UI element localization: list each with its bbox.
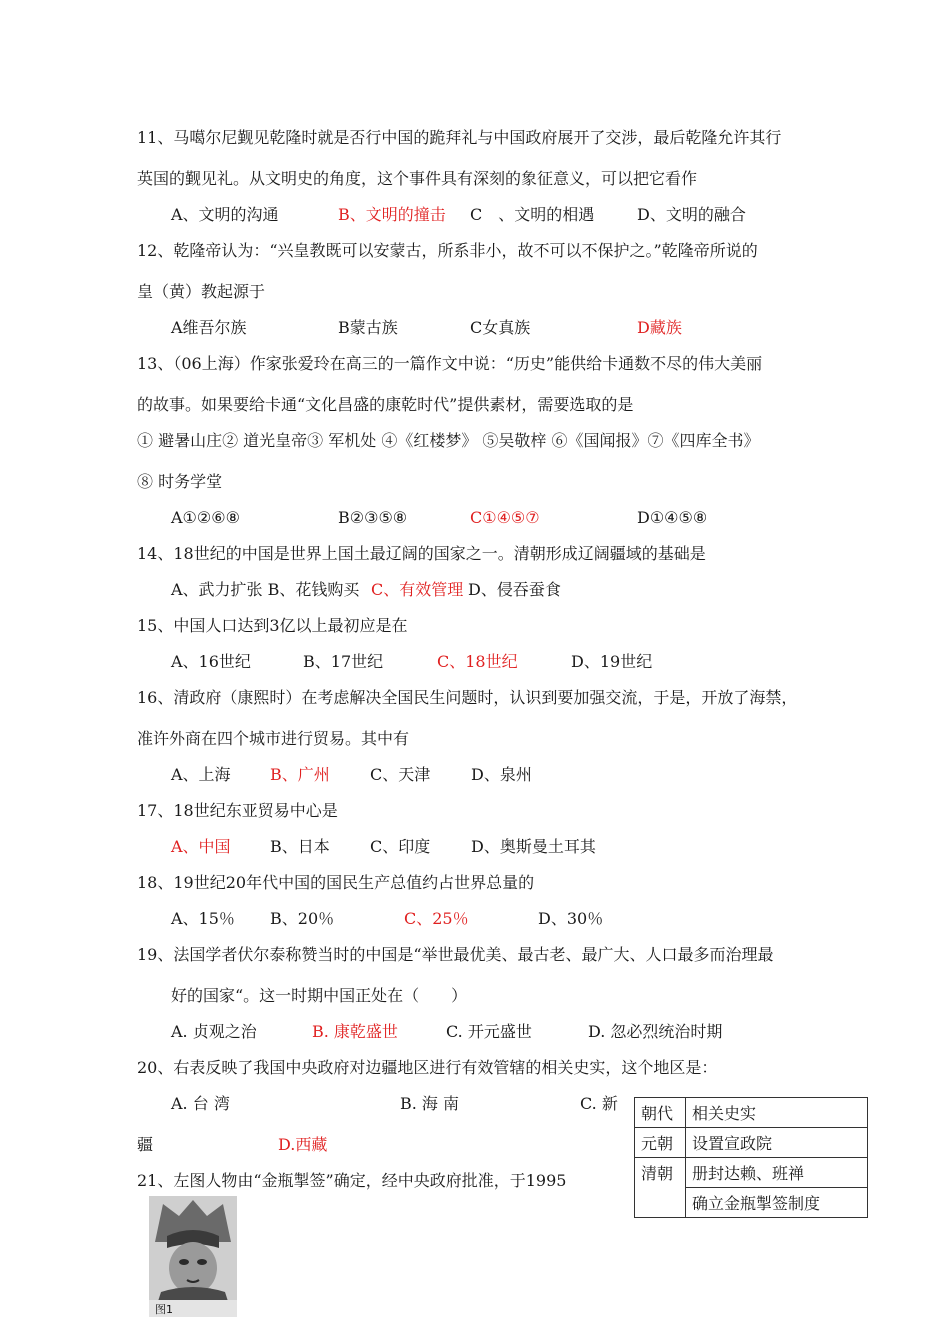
table-row [635,1158,868,1188]
q11-option-b-answer: B、文明的撞击 [338,205,446,224]
q20-option-d-answer: D.西藏 [278,1135,328,1154]
q14-option-c-answer: C、有效管理 [371,580,464,599]
q13-stem-line2: 的故事。如果要给卡通“文化昌盛的康乾时代”提供素材，需要选取的是 [137,395,634,414]
q16-stem-line2: 准许外商在四个城市进行贸易。其中有 [137,729,410,748]
table-cell: 设置宣政院 [686,1128,868,1158]
table-cell: 确立金瓶掣签制度 [686,1188,868,1218]
q19-option-b-answer: B. 康乾盛世 [312,1022,398,1041]
q11-stem-line2: 英国的觐见礼。从文明史的角度，这个事件具有深刻的象征意义，可以把它看作 [137,169,698,188]
q12-option-b: B蒙古族 [338,318,398,337]
q19-option-c: C. 开元盛世 [446,1022,532,1041]
table-row [635,1128,868,1158]
q13-option-d: D①④⑤⑧ [637,508,708,527]
table-cell: 清朝 [635,1158,686,1188]
q17-stem: 17、18世纪东亚贸易中心是 [137,801,338,820]
q11-stem-line1: 11、马噶尔尼觐见乾隆时就是否行中国的跪拜礼与中国政府展开了交涉，最后乾隆允许其行 [137,128,782,147]
table-row [635,1188,868,1218]
q17-option-b: B、日本 [270,837,330,856]
q20-stem: 20、右表反映了我国中央政府对边疆地区进行有效管辖的相关史实，这个地区是： [137,1058,718,1077]
q19-stem-line2: 好的国家“。这一时期中国正处在（ ） [171,986,468,1005]
q15-stem: 15、中国人口达到3亿以上最初应是在 [137,616,408,635]
q20-option-b: B. 海 南 [400,1094,460,1113]
q12-stem-line2: 皇（黄）教起源于 [137,282,266,301]
q12-option-d-answer: D藏族 [637,318,682,337]
q20-option-a: A. 台 湾 [171,1094,230,1113]
q11-option-a: A、文明的沟通 [171,205,279,224]
table-cell: 元朝 [635,1128,686,1158]
figure-caption: 图1 [155,1303,173,1316]
q13-stem-line1: 13、（06上海）作家张爱玲在高三的一篇作文中说：“历史”能供给卡通数不尽的伟大美丽 [137,354,763,373]
q12-option-a: A维吾尔族 [171,318,247,337]
q15-option-b: B、17世纪 [303,652,384,671]
q21-stem: 21、左图人物由“金瓶掣签”确定，经中央政府批准，于1995 [137,1171,567,1190]
q19-stem-line1: 19、法国学者伏尔泰称赞当时的中国是“举世最优美、最古老、最广大、人口最多而治理最 [137,945,774,964]
portrait-illustration [149,1196,237,1317]
q16-option-b-answer: B、广州 [270,765,330,784]
q13-option-c-answer: C①④⑤⑦ [470,508,540,527]
q18-stem: 18、19世纪20年代中国的国民生产总值约占世界总量的 [137,873,535,892]
table-cell: 册封达赖、班禅 [686,1158,868,1188]
q13-items-line: ① 避暑山庄② 道光皇帝③ 军机处 ④《红楼梦》 ⑤吴敬梓 ⑥《国闻报》⑦《四库全书》 [137,431,760,450]
q14-option-ab: A、武力扩张 B、花钱购买 [171,580,360,599]
q18-option-a: A、15％ [171,909,235,928]
q11-option-c: C 、文明的相遇 [470,205,595,224]
q15-option-c-answer: C、18世纪 [437,652,518,671]
q16-option-a: A、上海 [171,765,231,784]
q14-stem: 14、18世纪的中国是世界上国土最辽阔的国家之一。清朝形成辽阔疆域的基础是 [137,544,706,563]
q12-option-c: C女真族 [470,318,531,337]
q20-option-c-continued: 疆 [137,1135,154,1154]
q13-items-line2: ⑧ 时务学堂 [137,472,223,491]
q14-option-d: D、侵吞蚕食 [468,580,561,599]
table-header-cell: 朝代 [635,1098,686,1128]
q13-option-a: A①②⑥⑧ [171,508,240,527]
q18-option-c-answer: C、25％ [404,909,469,928]
q16-option-d: D、泉州 [471,765,532,784]
q20-option-c: C. 新 [580,1094,618,1113]
q11-option-d: D、文明的融合 [637,205,746,224]
table-header-cell: 相关史实 [686,1098,868,1128]
q16-stem-line1: 16、清政府（康熙时）在考虑解决全国民生问题时，认识到要加强交流，于是，开放了海禁， [137,688,798,707]
q17-option-a-answer: A、中国 [171,837,231,856]
q13-option-b: B②③⑤⑧ [338,508,408,527]
q17-option-c: C、印度 [370,837,431,856]
reference-table [634,1097,868,1218]
figure-1-portrait [149,1196,237,1317]
q17-option-d: D、奥斯曼土耳其 [471,837,596,856]
q12-stem-line1: 12、乾隆帝认为：“兴皇教既可以安蒙古，所系非小，故不可以不保护之。”乾隆帝所说的 [137,241,758,260]
q18-option-b: B、20％ [270,909,335,928]
q15-option-d: D、19世纪 [571,652,653,671]
q19-option-d: D. 忽必烈统治时期 [588,1022,723,1041]
q18-option-d: D、30％ [538,909,604,928]
q15-option-a: A、16世纪 [171,652,251,671]
q16-option-c: C、天津 [370,765,431,784]
table-header-row [635,1098,868,1128]
table-cell [635,1188,686,1218]
q19-option-a: A. 贞观之治 [171,1022,257,1041]
